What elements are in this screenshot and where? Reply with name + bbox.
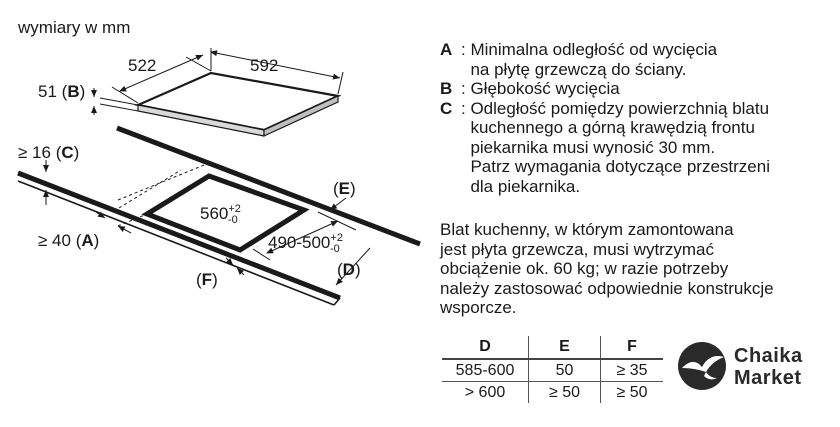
chaika-market-logo <box>676 340 836 392</box>
label-e: (E) <box>333 179 356 198</box>
dim-560-label: $560^{+2}$ -0 <box>200 203 241 226</box>
dim-51-label: 51 (B) <box>38 82 86 101</box>
table-row <box>442 359 663 382</box>
legend-text: dla piekarnika. <box>470 176 581 196</box>
dim-c-label: ≥ 16 (C) <box>18 143 80 162</box>
note-line: należy zastosować odpowiednie konstrukcje <box>440 278 774 298</box>
table-cell: > 600 <box>442 382 529 404</box>
legend-item-b: B : Głębokość wycięcia <box>440 79 835 99</box>
table-row <box>442 382 663 404</box>
label-d: (D) <box>337 260 361 279</box>
legend-text: Minimalna odległość od wycięcia <box>470 40 718 59</box>
legend-text: Głębokość wycięcia <box>470 79 620 98</box>
legend-key: C <box>440 98 453 118</box>
dim-592-label: 592 <box>250 56 279 75</box>
header-d: D <box>442 336 529 359</box>
table-cell: ≥ 50 <box>616 383 648 401</box>
legend-item-a: A : Minimalna odległość od wycięcia na płytę grzewczą do ściany. <box>440 40 835 79</box>
legend-text: kuchennego a górną krawędzią frontu <box>470 118 755 137</box>
dim-a-label: ≥ 40 (A) <box>38 231 100 250</box>
legend-text: na płytę grzewczą do ściany. <box>470 59 687 79</box>
header-e: E <box>529 336 601 359</box>
legend-text: Patrz wymagania dotyczące przestrzeni <box>470 157 770 176</box>
dim-e <box>330 198 346 210</box>
units-note: wymiary w mm <box>18 18 131 37</box>
table-cell: ≥ 35 <box>616 361 648 379</box>
logo-line-2: Market <box>734 367 802 389</box>
load-note <box>440 220 840 318</box>
legend <box>440 40 835 196</box>
note-line: obciążenie ok. 60 kg; w razie potrzeby <box>440 259 729 278</box>
note-line: wsporcze. <box>440 298 517 317</box>
logo-line-1: Chaika <box>734 345 803 367</box>
legend-key: A <box>440 40 453 59</box>
legend-text: piekarnika musi wynosić 30 mm. <box>470 137 716 157</box>
legend-key: B <box>440 79 453 98</box>
table-cell: 50 <box>529 359 601 382</box>
requirements-table <box>442 336 663 403</box>
table-cell: 585-600 <box>442 359 529 382</box>
dim-thickness <box>94 88 138 115</box>
table-cell: ≥ 50 <box>529 382 601 404</box>
dim-gap-a <box>86 212 147 233</box>
dim-522-label: 522 <box>128 56 157 75</box>
cooktop <box>138 73 338 136</box>
seagull-logo-icon <box>676 340 730 392</box>
note-line: jest płyta grzewcza, musi wytrzymać <box>440 239 714 259</box>
dim-490-500-label: $490-500^{+2}$ -0 <box>268 232 343 255</box>
legend-item-c: C : Odległość pomiędzy powierzchnią blatu kuchennego a górną krawędzią frontu piekarnika musi wynosić 30 mm. Patrz wymagania dotyczące przestrzeni dla piekarnika. <box>440 99 835 197</box>
legend-text: Odległość pomiędzy powierzchnią blatu <box>470 98 770 118</box>
label-f: (F) <box>196 270 218 289</box>
table-header-row <box>442 336 663 359</box>
header-f: F <box>627 338 637 355</box>
note-line: Blat kuchenny, w którym zamontowana <box>440 220 734 239</box>
